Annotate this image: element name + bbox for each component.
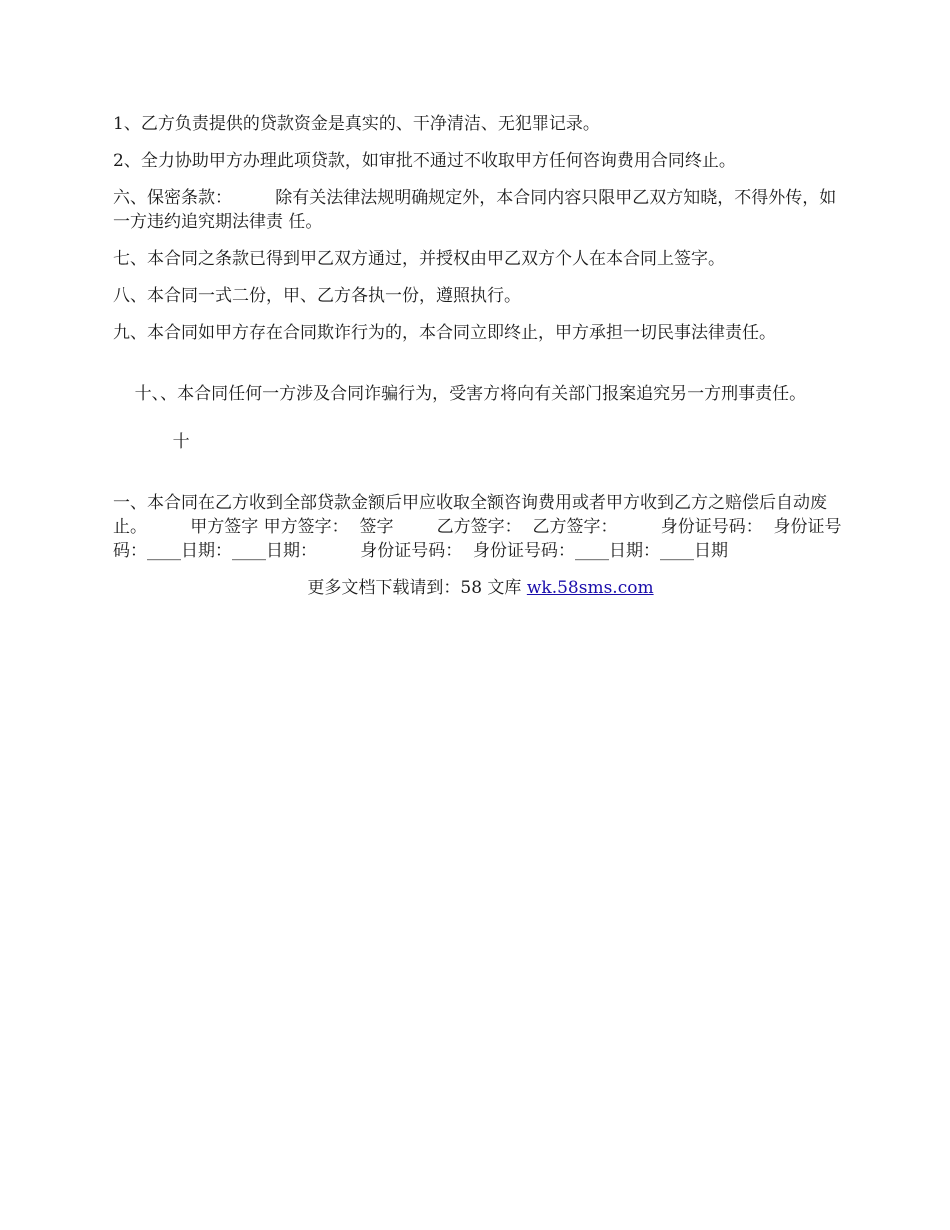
clause-seven: 七、本合同之条款已得到甲乙双方通过，并授权由甲乙双方个人在本合同上签字。 bbox=[113, 249, 725, 269]
footer-text: 更多文档下载请到：58 文库 bbox=[307, 578, 527, 598]
clause-ten-block bbox=[113, 358, 848, 478]
download-footer bbox=[113, 576, 848, 600]
footer-link[interactable]: wk.58sms.com bbox=[526, 578, 654, 598]
clause-nine: 九、本合同如甲方存在合同欺诈行为的，本合同立即终止，甲方承担一切民事法律责任。 bbox=[113, 323, 776, 343]
clause-eight: 八、本合同一式二份，甲、乙方各执一份，遵照执行。 bbox=[113, 286, 521, 306]
signature-clause: 一、本合同在乙方收到全部贷款金额后甲应收取全额咨询费用或者甲方收到乙方之赔偿后自动废止。 甲方签字 甲方签字： 签字 乙方签字： 乙方签字： 身份证号码： 身份证号码：____日期：____日期： 身份证号码： 身份证号码：____日期：____日期 bbox=[113, 493, 842, 561]
document-body bbox=[113, 112, 848, 600]
clause-paragraph-1: 1、乙方负责提供的贷款资金是真实的、干净清洁、无犯罪记录。 bbox=[113, 114, 600, 134]
clause-ten: 十、、本合同任何一方涉及合同诈骗行为，受害方将向有关部门报案追究另一方刑事责任。 bbox=[134, 384, 807, 404]
confidentiality-clause: 六、保密条款： 除有关法律法规明确规定外，本合同内容只限甲乙双方知晓，不得外传，如一方违约追究期法律责 任。 bbox=[113, 188, 837, 232]
clause-ten-continuation: 十 bbox=[172, 432, 190, 452]
clause-paragraph-2: 2、全力协助甲方办理此项贷款，如审批不通过不收取甲方任何咨询费用合同终止。 bbox=[113, 151, 736, 171]
